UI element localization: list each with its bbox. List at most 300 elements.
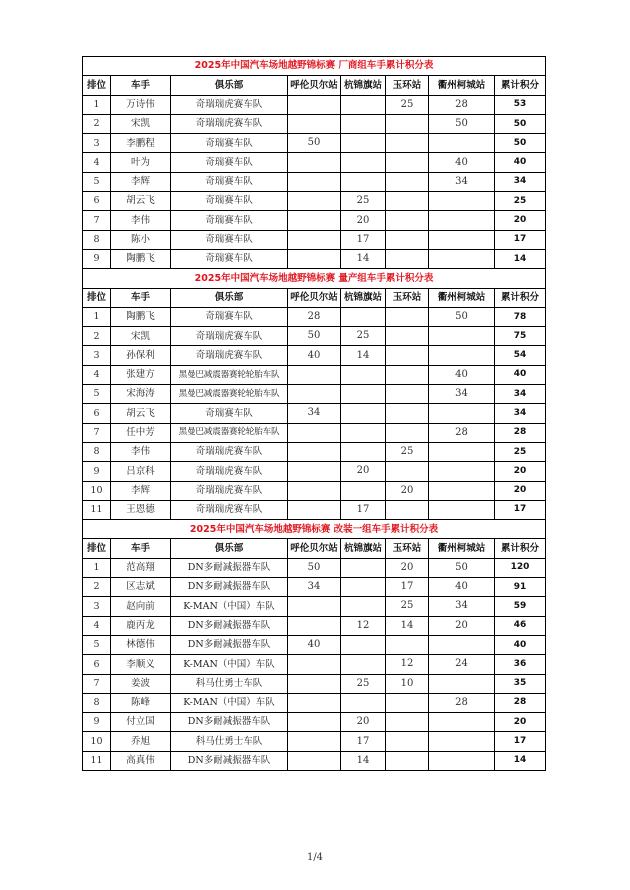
rank-cell: 4 bbox=[83, 616, 111, 635]
driver-cell: 李辉 bbox=[111, 481, 171, 500]
table-row bbox=[83, 616, 546, 635]
station-4-points bbox=[429, 211, 495, 230]
rank-cell: 6 bbox=[83, 404, 111, 423]
station-4-points bbox=[429, 732, 495, 751]
rank-cell: 7 bbox=[83, 423, 111, 442]
rank-cell: 2 bbox=[83, 327, 111, 346]
rank-cell: 10 bbox=[83, 732, 111, 751]
table-row bbox=[83, 134, 546, 153]
station-2-points: 25 bbox=[341, 674, 386, 693]
total-points: 35 bbox=[495, 674, 546, 693]
station-4-points: 40 bbox=[429, 153, 495, 172]
total-points: 91 bbox=[495, 578, 546, 597]
club-cell: 奇瑞赛车队 bbox=[171, 153, 288, 172]
station-1-points bbox=[288, 230, 341, 249]
driver-cell: 任中芳 bbox=[111, 423, 171, 442]
station-3-points bbox=[386, 134, 429, 153]
column-header-row bbox=[83, 76, 546, 95]
table-row bbox=[83, 674, 546, 693]
driver-cell: 吕京科 bbox=[111, 462, 171, 481]
station-3-points bbox=[386, 713, 429, 732]
club-cell: K-MAN（中国）车队 bbox=[171, 597, 288, 616]
rank-cell: 3 bbox=[83, 346, 111, 365]
club-cell: DN多耐减振器车队 bbox=[171, 578, 288, 597]
club-cell: 奇瑞赛车队 bbox=[171, 134, 288, 153]
table-row bbox=[83, 423, 546, 442]
total-points: 20 bbox=[495, 481, 546, 500]
total-points: 53 bbox=[495, 95, 546, 114]
station-3-points bbox=[386, 230, 429, 249]
station-3-points: 12 bbox=[386, 655, 429, 674]
total-points: 20 bbox=[495, 462, 546, 481]
station-2-points bbox=[341, 134, 386, 153]
station-3-points bbox=[386, 462, 429, 481]
station-1-points: 40 bbox=[288, 346, 341, 365]
total-points: 78 bbox=[495, 307, 546, 326]
table-row bbox=[83, 404, 546, 423]
station-4-points bbox=[429, 481, 495, 500]
total-points: 14 bbox=[495, 751, 546, 770]
total-points: 120 bbox=[495, 558, 546, 577]
station-3-points bbox=[386, 385, 429, 404]
table-row bbox=[83, 500, 546, 519]
station-2-points: 20 bbox=[341, 211, 386, 230]
club-cell: 奇瑞赛车队 bbox=[171, 211, 288, 230]
station-2-points bbox=[341, 578, 386, 597]
header-total: 累计积分 bbox=[495, 288, 546, 307]
total-points: 59 bbox=[495, 597, 546, 616]
station-3-points bbox=[386, 249, 429, 268]
total-points: 17 bbox=[495, 500, 546, 519]
station-3-points: 25 bbox=[386, 95, 429, 114]
driver-cell: 陈小 bbox=[111, 230, 171, 249]
station-4-points: 40 bbox=[429, 365, 495, 384]
station-1-points bbox=[288, 211, 341, 230]
station-1-points: 28 bbox=[288, 307, 341, 326]
station-3-points: 20 bbox=[386, 481, 429, 500]
station-2-points: 17 bbox=[341, 732, 386, 751]
club-cell: 科马仕勇士车队 bbox=[171, 732, 288, 751]
driver-cell: 李伟 bbox=[111, 211, 171, 230]
station-1-points bbox=[288, 713, 341, 732]
driver-cell: 万诗伟 bbox=[111, 95, 171, 114]
club-cell: 奇瑞赛车队 bbox=[171, 172, 288, 191]
driver-cell: 李鹏程 bbox=[111, 134, 171, 153]
rank-cell: 9 bbox=[83, 462, 111, 481]
rank-cell: 3 bbox=[83, 134, 111, 153]
station-1-points bbox=[288, 114, 341, 133]
station-4-points: 34 bbox=[429, 597, 495, 616]
total-points: 14 bbox=[495, 249, 546, 268]
rank-cell: 10 bbox=[83, 481, 111, 500]
station-4-points bbox=[429, 751, 495, 770]
station-3-points: 14 bbox=[386, 616, 429, 635]
club-cell: DN多耐减振器车队 bbox=[171, 751, 288, 770]
station-2-points bbox=[341, 307, 386, 326]
station-3-points bbox=[386, 365, 429, 384]
station-2-points: 17 bbox=[341, 500, 386, 519]
table-row bbox=[83, 558, 546, 577]
station-1-points bbox=[288, 616, 341, 635]
table-row bbox=[83, 442, 546, 461]
station-2-points bbox=[341, 114, 386, 133]
rank-cell: 11 bbox=[83, 500, 111, 519]
station-3-points bbox=[386, 500, 429, 519]
standings-table bbox=[82, 56, 546, 771]
table-row bbox=[83, 732, 546, 751]
station-1-points bbox=[288, 462, 341, 481]
station-4-points bbox=[429, 249, 495, 268]
header-station-3: 玉环站 bbox=[386, 539, 429, 558]
header-station-3: 玉环站 bbox=[386, 76, 429, 95]
section-title: 2025年中国汽车场地越野锦标赛 改装一组车手累计积分表 bbox=[83, 520, 546, 539]
table-row bbox=[83, 249, 546, 268]
station-4-points bbox=[429, 404, 495, 423]
station-3-points bbox=[386, 693, 429, 712]
station-4-points: 40 bbox=[429, 578, 495, 597]
station-1-points bbox=[288, 365, 341, 384]
station-1-points: 50 bbox=[288, 558, 341, 577]
station-2-points bbox=[341, 153, 386, 172]
station-3-points bbox=[386, 423, 429, 442]
header-rank: 排位 bbox=[83, 539, 111, 558]
section-title-row bbox=[83, 57, 546, 76]
station-4-points bbox=[429, 442, 495, 461]
rank-cell: 1 bbox=[83, 558, 111, 577]
driver-cell: 李辉 bbox=[111, 172, 171, 191]
club-cell: 奇瑞瑞虎赛车队 bbox=[171, 500, 288, 519]
total-points: 34 bbox=[495, 385, 546, 404]
table-row bbox=[83, 693, 546, 712]
driver-cell: 陈峰 bbox=[111, 693, 171, 712]
club-cell: 奇瑞瑞虎赛车队 bbox=[171, 327, 288, 346]
club-cell: DN多耐减振器车队 bbox=[171, 616, 288, 635]
club-cell: 黑曼巴减震器赛轮轮胎车队 bbox=[171, 385, 288, 404]
station-2-points bbox=[341, 655, 386, 674]
table-row bbox=[83, 153, 546, 172]
driver-cell: 孙保利 bbox=[111, 346, 171, 365]
station-1-points bbox=[288, 423, 341, 442]
club-cell: DN多耐减振器车队 bbox=[171, 713, 288, 732]
station-3-points bbox=[386, 211, 429, 230]
station-2-points: 17 bbox=[341, 230, 386, 249]
station-3-points bbox=[386, 732, 429, 751]
station-3-points bbox=[386, 114, 429, 133]
driver-cell: 姜波 bbox=[111, 674, 171, 693]
station-4-points bbox=[429, 230, 495, 249]
club-cell: 奇瑞瑞虎赛车队 bbox=[171, 442, 288, 461]
station-3-points bbox=[386, 404, 429, 423]
station-3-points bbox=[386, 635, 429, 654]
station-4-points: 28 bbox=[429, 423, 495, 442]
total-points: 75 bbox=[495, 327, 546, 346]
driver-cell: 李顺义 bbox=[111, 655, 171, 674]
station-1-points bbox=[288, 442, 341, 461]
header-station-2: 杭锦旗站 bbox=[341, 539, 386, 558]
driver-cell: 赵向前 bbox=[111, 597, 171, 616]
driver-cell: 宋海涛 bbox=[111, 385, 171, 404]
column-header-row bbox=[83, 288, 546, 307]
station-3-points bbox=[386, 346, 429, 365]
table-row bbox=[83, 635, 546, 654]
club-cell: 奇瑞瑞虎赛车队 bbox=[171, 481, 288, 500]
header-station-2: 杭锦旗站 bbox=[341, 288, 386, 307]
header-total: 累计积分 bbox=[495, 76, 546, 95]
club-cell: 奇瑞赛车队 bbox=[171, 230, 288, 249]
column-header-row bbox=[83, 539, 546, 558]
total-points: 17 bbox=[495, 732, 546, 751]
station-2-points bbox=[341, 481, 386, 500]
station-3-points: 20 bbox=[386, 558, 429, 577]
station-1-points bbox=[288, 385, 341, 404]
station-4-points: 50 bbox=[429, 114, 495, 133]
station-1-points bbox=[288, 192, 341, 211]
station-3-points: 17 bbox=[386, 578, 429, 597]
station-3-points bbox=[386, 327, 429, 346]
header-total: 累计积分 bbox=[495, 539, 546, 558]
rank-cell: 8 bbox=[83, 442, 111, 461]
station-4-points bbox=[429, 346, 495, 365]
station-1-points bbox=[288, 172, 341, 191]
total-points: 17 bbox=[495, 230, 546, 249]
station-2-points: 14 bbox=[341, 751, 386, 770]
station-2-points bbox=[341, 423, 386, 442]
club-cell: 奇瑞赛车队 bbox=[171, 249, 288, 268]
rank-cell: 8 bbox=[83, 230, 111, 249]
station-1-points bbox=[288, 597, 341, 616]
station-2-points: 20 bbox=[341, 713, 386, 732]
table-row bbox=[83, 307, 546, 326]
table-row bbox=[83, 230, 546, 249]
total-points: 20 bbox=[495, 211, 546, 230]
rank-cell: 2 bbox=[83, 114, 111, 133]
section-title-row bbox=[83, 269, 546, 288]
total-points: 40 bbox=[495, 635, 546, 654]
station-4-points bbox=[429, 635, 495, 654]
driver-cell: 宋凯 bbox=[111, 327, 171, 346]
station-3-points bbox=[386, 307, 429, 326]
section-title: 2025年中国汽车场地越野锦标赛 量产组车手累计积分表 bbox=[83, 269, 546, 288]
driver-cell: 乔旭 bbox=[111, 732, 171, 751]
total-points: 34 bbox=[495, 172, 546, 191]
total-points: 28 bbox=[495, 693, 546, 712]
station-1-points bbox=[288, 655, 341, 674]
table-row bbox=[83, 346, 546, 365]
total-points: 20 bbox=[495, 713, 546, 732]
driver-cell: 胡云飞 bbox=[111, 192, 171, 211]
total-points: 40 bbox=[495, 153, 546, 172]
driver-cell: 李伟 bbox=[111, 442, 171, 461]
station-2-points: 25 bbox=[341, 192, 386, 211]
rank-cell: 2 bbox=[83, 578, 111, 597]
total-points: 54 bbox=[495, 346, 546, 365]
total-points: 46 bbox=[495, 616, 546, 635]
header-driver: 车手 bbox=[111, 288, 171, 307]
driver-cell: 王恩德 bbox=[111, 500, 171, 519]
station-3-points: 25 bbox=[386, 442, 429, 461]
station-1-points: 50 bbox=[288, 134, 341, 153]
club-cell: 黑曼巴减震器赛轮轮胎车队 bbox=[171, 365, 288, 384]
station-4-points: 34 bbox=[429, 385, 495, 404]
station-1-points bbox=[288, 95, 341, 114]
rank-cell: 9 bbox=[83, 713, 111, 732]
station-4-points: 34 bbox=[429, 172, 495, 191]
station-1-points bbox=[288, 732, 341, 751]
station-1-points bbox=[288, 693, 341, 712]
station-4-points bbox=[429, 134, 495, 153]
station-2-points bbox=[341, 558, 386, 577]
section-title: 2025年中国汽车场地越野锦标赛 厂商组车手累计积分表 bbox=[83, 57, 546, 76]
header-rank: 排位 bbox=[83, 76, 111, 95]
station-2-points bbox=[341, 635, 386, 654]
station-2-points: 12 bbox=[341, 616, 386, 635]
rank-cell: 1 bbox=[83, 307, 111, 326]
header-club: 俱乐部 bbox=[171, 539, 288, 558]
rank-cell: 5 bbox=[83, 635, 111, 654]
club-cell: K-MAN（中国）车队 bbox=[171, 693, 288, 712]
total-points: 25 bbox=[495, 192, 546, 211]
table-row bbox=[83, 172, 546, 191]
header-station-4: 衢州柯城站 bbox=[429, 539, 495, 558]
total-points: 28 bbox=[495, 423, 546, 442]
driver-cell: 叶为 bbox=[111, 153, 171, 172]
station-4-points: 24 bbox=[429, 655, 495, 674]
station-4-points: 28 bbox=[429, 693, 495, 712]
station-2-points bbox=[341, 385, 386, 404]
table-row bbox=[83, 578, 546, 597]
rank-cell: 8 bbox=[83, 693, 111, 712]
station-2-points bbox=[341, 442, 386, 461]
driver-cell: 陶鹏飞 bbox=[111, 249, 171, 268]
rank-cell: 9 bbox=[83, 249, 111, 268]
driver-cell: 区志斌 bbox=[111, 578, 171, 597]
station-4-points: 20 bbox=[429, 616, 495, 635]
rank-cell: 11 bbox=[83, 751, 111, 770]
rank-cell: 3 bbox=[83, 597, 111, 616]
station-1-points bbox=[288, 249, 341, 268]
driver-cell: 鹿丙龙 bbox=[111, 616, 171, 635]
club-cell: K-MAN（中国）车队 bbox=[171, 655, 288, 674]
station-1-points: 50 bbox=[288, 327, 341, 346]
station-2-points bbox=[341, 172, 386, 191]
header-station-4: 衢州柯城站 bbox=[429, 76, 495, 95]
table-row bbox=[83, 365, 546, 384]
station-4-points bbox=[429, 500, 495, 519]
table-row bbox=[83, 327, 546, 346]
table-row bbox=[83, 95, 546, 114]
driver-cell: 付立国 bbox=[111, 713, 171, 732]
club-cell: 奇瑞赛车队 bbox=[171, 307, 288, 326]
header-rank: 排位 bbox=[83, 288, 111, 307]
rank-cell: 4 bbox=[83, 153, 111, 172]
header-club: 俱乐部 bbox=[171, 288, 288, 307]
table-row bbox=[83, 751, 546, 770]
station-1-points: 34 bbox=[288, 404, 341, 423]
rank-cell: 7 bbox=[83, 674, 111, 693]
rank-cell: 6 bbox=[83, 655, 111, 674]
station-1-points bbox=[288, 481, 341, 500]
total-points: 34 bbox=[495, 404, 546, 423]
station-3-points bbox=[386, 153, 429, 172]
station-1-points: 40 bbox=[288, 635, 341, 654]
station-4-points bbox=[429, 327, 495, 346]
station-2-points bbox=[341, 365, 386, 384]
rank-cell: 7 bbox=[83, 211, 111, 230]
rank-cell: 4 bbox=[83, 365, 111, 384]
station-4-points bbox=[429, 674, 495, 693]
driver-cell: 张建方 bbox=[111, 365, 171, 384]
header-driver: 车手 bbox=[111, 76, 171, 95]
header-station-4: 衢州柯城站 bbox=[429, 288, 495, 307]
rank-cell: 1 bbox=[83, 95, 111, 114]
driver-cell: 高真伟 bbox=[111, 751, 171, 770]
station-1-points bbox=[288, 153, 341, 172]
station-2-points: 14 bbox=[341, 249, 386, 268]
header-driver: 车手 bbox=[111, 539, 171, 558]
total-points: 50 bbox=[495, 114, 546, 133]
header-station-1: 呼伦贝尔站 bbox=[288, 539, 341, 558]
rank-cell: 5 bbox=[83, 385, 111, 404]
total-points: 50 bbox=[495, 134, 546, 153]
section-title-row bbox=[83, 520, 546, 539]
station-3-points bbox=[386, 192, 429, 211]
station-2-points: 25 bbox=[341, 327, 386, 346]
station-2-points bbox=[341, 693, 386, 712]
driver-cell: 宋凯 bbox=[111, 114, 171, 133]
header-club: 俱乐部 bbox=[171, 76, 288, 95]
station-2-points: 20 bbox=[341, 462, 386, 481]
club-cell: 奇瑞瑞虎赛车队 bbox=[171, 114, 288, 133]
station-4-points: 50 bbox=[429, 558, 495, 577]
header-station-1: 呼伦贝尔站 bbox=[288, 288, 341, 307]
station-3-points: 10 bbox=[386, 674, 429, 693]
club-cell: 奇瑞赛车队 bbox=[171, 192, 288, 211]
total-points: 36 bbox=[495, 655, 546, 674]
rank-cell: 6 bbox=[83, 192, 111, 211]
station-2-points: 14 bbox=[341, 346, 386, 365]
club-cell: 黑曼巴减震器赛轮轮胎车队 bbox=[171, 423, 288, 442]
club-cell: 科马仕勇士车队 bbox=[171, 674, 288, 693]
total-points: 40 bbox=[495, 365, 546, 384]
table-row bbox=[83, 655, 546, 674]
total-points: 25 bbox=[495, 442, 546, 461]
table-row bbox=[83, 597, 546, 616]
station-1-points bbox=[288, 674, 341, 693]
table-row bbox=[83, 385, 546, 404]
station-4-points bbox=[429, 713, 495, 732]
driver-cell: 胡云飞 bbox=[111, 404, 171, 423]
club-cell: DN多耐减振器车队 bbox=[171, 558, 288, 577]
club-cell: DN多耐减振器车队 bbox=[171, 635, 288, 654]
station-3-points bbox=[386, 751, 429, 770]
table-row bbox=[83, 114, 546, 133]
table-row bbox=[83, 192, 546, 211]
club-cell: 奇瑞瑞虎赛车队 bbox=[171, 346, 288, 365]
header-station-3: 玉环站 bbox=[386, 288, 429, 307]
station-4-points: 50 bbox=[429, 307, 495, 326]
header-station-2: 杭锦旗站 bbox=[341, 76, 386, 95]
station-4-points bbox=[429, 462, 495, 481]
table-row bbox=[83, 713, 546, 732]
station-1-points: 34 bbox=[288, 578, 341, 597]
driver-cell: 陶鹏飞 bbox=[111, 307, 171, 326]
rank-cell: 5 bbox=[83, 172, 111, 191]
table-row bbox=[83, 481, 546, 500]
club-cell: 奇瑞赛车队 bbox=[171, 404, 288, 423]
station-4-points: 28 bbox=[429, 95, 495, 114]
header-station-1: 呼伦贝尔站 bbox=[288, 76, 341, 95]
station-1-points bbox=[288, 500, 341, 519]
